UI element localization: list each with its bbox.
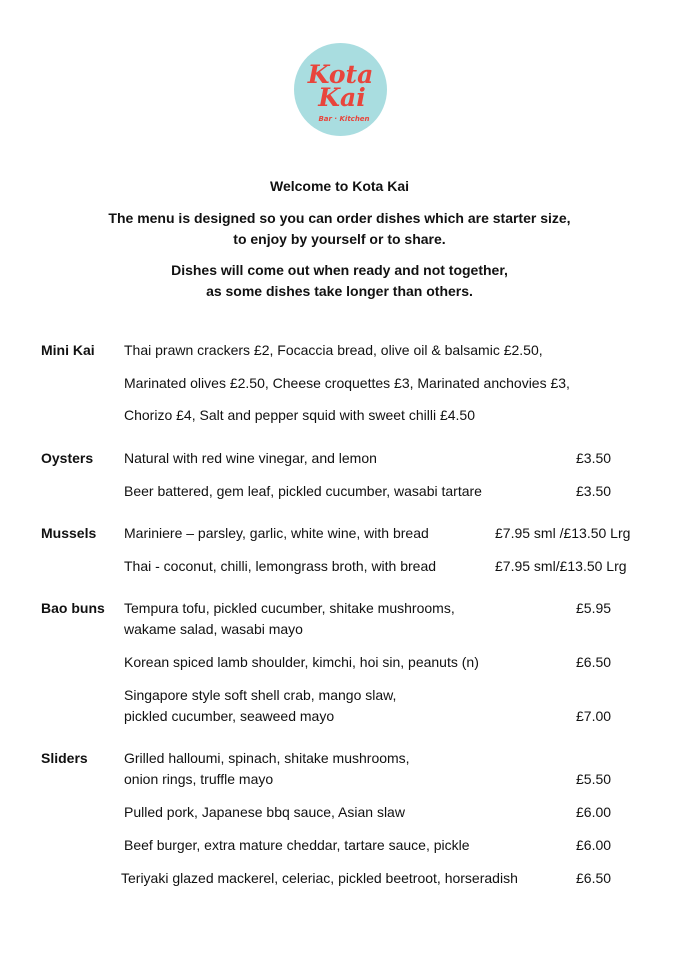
menu-item-text: Singapore style soft shell crab, mango slaw, [124, 687, 397, 703]
menu-item [124, 802, 405, 823]
intro-paragraph-1 [0, 208, 679, 250]
menu-item-price: £5.50 [576, 771, 612, 787]
logo-tagline: Bar · Kitchen [318, 115, 370, 123]
intro-paragraph-2-line: Dishes will come out when ready and not together, [171, 262, 508, 278]
menu-item-price: £6.50 [576, 870, 612, 886]
menu-item [124, 556, 436, 577]
intro-paragraph-1-line: to enjoy by yourself or to share. [233, 231, 446, 247]
menu-item-price: £6.00 [576, 837, 612, 853]
menu-item-text: Thai prawn crackers £2, Focaccia bread, olive oil & balsamic £2.50, [124, 342, 543, 358]
menu-item-text: pickled cucumber, seaweed mayo [124, 708, 335, 724]
menu-item [124, 481, 482, 502]
menu-item-text: Korean spiced lamb shoulder, kimchi, hoi sin, peanuts (n) [124, 654, 479, 670]
menu-item-text: Thai - coconut, chilli, lemongrass broth, with bread [124, 558, 437, 574]
menu-item-text: Marinated olives £2.50, Cheese croquettes £3, Marinated anchovies £3, [124, 375, 570, 391]
menu-item-price: £3.50 [576, 483, 612, 499]
menu-item-price: £6.50 [576, 654, 612, 670]
menu-item [124, 340, 543, 361]
menu-item-text: Chorizo £4, Salt and pepper squid with sweet chilli £4.50 [124, 407, 475, 423]
menu-item [124, 835, 470, 856]
menu-item-price: £3.50 [576, 450, 612, 466]
section-label-mini-kai: Mini Kai [41, 342, 95, 358]
logo [294, 43, 387, 136]
menu-item-text: wakame salad, wasabi mayo [124, 621, 303, 637]
menu-item [124, 748, 410, 790]
menu-item-price: £7.00 [576, 708, 612, 724]
menu-item-price: £7.95 sml /£13.50 Lrg [495, 525, 631, 541]
menu-item-text: Pulled pork, Japanese bbq sauce, Asian slaw [124, 804, 405, 820]
logo-line-2: Kai [318, 83, 366, 112]
menu-item [124, 652, 479, 673]
menu-item-text: Natural with red wine vinegar, and lemon [124, 450, 377, 466]
intro-paragraph-2 [0, 260, 679, 302]
intro-paragraph-2-line: as some dishes take longer than others. [206, 283, 473, 299]
menu-item-text: Beer battered, gem leaf, pickled cucumber, wasabi tartare [124, 483, 482, 499]
section-label-bao-buns: Bao buns [41, 600, 105, 616]
section-label-oysters: Oysters [41, 450, 94, 466]
menu-item [124, 373, 570, 394]
menu-item-price: £5.95 [576, 600, 612, 616]
menu-item-price: £7.95 sml/£13.50 Lrg [495, 558, 627, 574]
menu-item-text: Beef burger, extra mature cheddar, tartare sauce, pickle [124, 837, 470, 853]
section-label-sliders: Sliders [41, 750, 88, 766]
logo-mark [294, 43, 387, 136]
menu-item-text: onion rings, truffle mayo [124, 771, 274, 787]
menu-item [124, 405, 475, 426]
menu-item-text: Grilled halloumi, spinach, shitake mushrooms, [124, 750, 410, 766]
menu-item [124, 685, 396, 727]
logo-line-1: Kota [307, 60, 374, 89]
intro-paragraph-1-line: The menu is designed so you can order dishes which are starter size, [108, 210, 571, 226]
menu-item [121, 868, 518, 889]
menu-item [124, 448, 377, 469]
menu-item-text: Tempura tofu, pickled cucumber, shitake mushrooms, [124, 600, 455, 616]
menu-item [124, 523, 429, 544]
welcome-heading: Welcome to Kota Kai [270, 178, 409, 194]
menu-item-text: Mariniere – parsley, garlic, white wine, with bread [124, 525, 429, 541]
menu-item-text: Teriyaki glazed mackerel, celeriac, pickled beetroot, horseradish [121, 870, 518, 886]
menu-item [124, 598, 455, 640]
menu-item-price: £6.00 [576, 804, 612, 820]
section-label-mussels: Mussels [41, 525, 97, 541]
